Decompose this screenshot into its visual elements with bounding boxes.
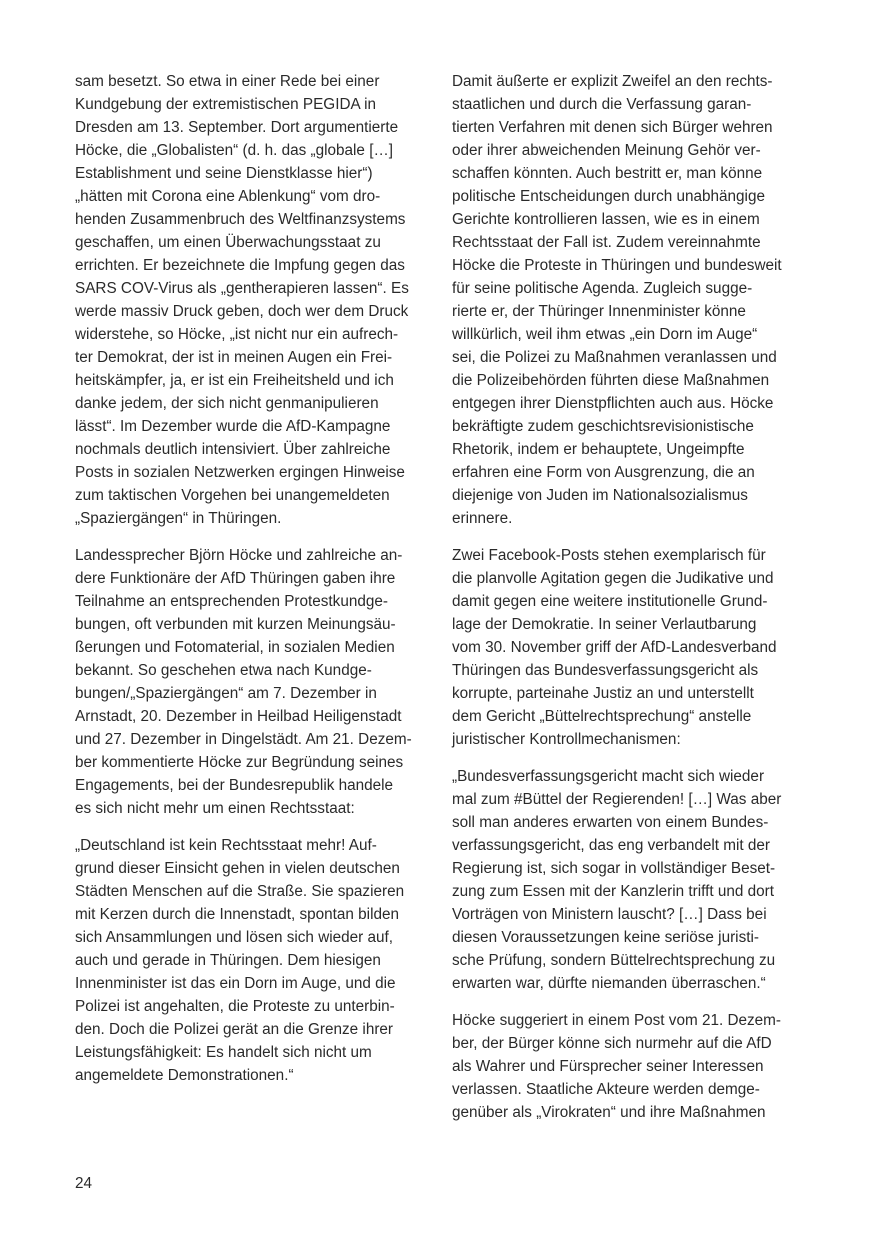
- text-line: henden Zusammenbruch des Weltfinanzsystems: [75, 211, 406, 228]
- text-line: geschaffen, um einen Überwachungsstaat zu: [75, 234, 381, 251]
- paragraph: [452, 70, 812, 530]
- text-line: juristischer Kontrollmechanismen:: [452, 731, 681, 748]
- text-line: errichten. Er bezeichnete die Impfung gegen das: [75, 257, 405, 274]
- text-line: „Bundesverfassungsgericht macht sich wieder: [452, 768, 765, 785]
- text-line: widerstehe, so Höcke, „ist nicht nur ein aufrech-: [75, 326, 399, 343]
- text-line: Rhetorik, indem er behauptete, Ungeimpfte: [452, 441, 745, 458]
- paragraph: [75, 834, 435, 1087]
- text-line: verfassungsgericht, das eng verbandelt mit der: [452, 837, 771, 854]
- text-line: Vorträgen von Ministern lauscht? […] Dass bei: [452, 906, 767, 923]
- text-line: Städten Menschen auf die Straße. Sie spazieren: [75, 883, 405, 900]
- text-line: und 27. Dezember in Dingelstädt. Am 21. Dezem-: [75, 731, 412, 748]
- text-line: rierte er, der Thüringer Innenminister könne: [452, 303, 746, 320]
- text-line: die Polizeibehörden führten diese Maßnahmen: [452, 372, 770, 389]
- paragraph-gap: [75, 530, 435, 544]
- text-line: zung zum Essen mit der Kanzlerin trifft und dort: [452, 883, 774, 900]
- paragraph-gap: [452, 751, 812, 765]
- text-line: „hätten mit Corona eine Ablenkung“ vom dro-: [75, 188, 381, 205]
- text-line: Landessprecher Björn Höcke und zahlreiche an-: [75, 547, 403, 564]
- text-line: auch und gerade in Thüringen. Dem hiesigen: [75, 952, 381, 969]
- text-line: Posts in sozialen Netzwerken ergingen Hinweise: [75, 464, 405, 481]
- text-line: lässt“. Im Dezember wurde die AfD-Kampagne: [75, 418, 391, 435]
- paragraph: [75, 544, 435, 820]
- text-line: Höcke suggeriert in einem Post vom 21. Dezem-: [452, 1012, 782, 1029]
- text-line: ßerungen und Fotomaterial, in sozialen Medien: [75, 639, 395, 656]
- text-line: bekräftigte zudem geschichtsrevisionistische: [452, 418, 754, 435]
- right-column: [452, 70, 812, 1124]
- text-line: damit gegen eine weitere institutionelle Grund-: [452, 593, 768, 610]
- text-line: Höcke, die „Globalisten“ (d. h. das „globale […]: [75, 142, 393, 159]
- text-line: dem Gericht „Büttelrechtsprechung“ anstelle: [452, 708, 752, 725]
- text-line: Establishment und seine Dienstklasse hier“): [75, 165, 373, 182]
- text-line: entgegen ihrer Dienstpflichten auch aus. Höcke: [452, 395, 774, 412]
- text-line: Leistungsfähigkeit: Es handelt sich nicht um: [75, 1044, 372, 1061]
- text-line: Höcke die Proteste in Thüringen und bundesweit: [452, 257, 782, 274]
- text-line: schaffen könnten. Auch bestritt er, man könne: [452, 165, 763, 182]
- text-line: Regierung ist, sich sogar in vollständiger Beset-: [452, 860, 776, 877]
- text-line: ber, der Bürger könne sich nurmehr auf die AfD: [452, 1035, 772, 1052]
- text-line: Innenminister ist das ein Dorn im Auge, und die: [75, 975, 396, 992]
- text-line: sam besetzt. So etwa in einer Rede bei einer: [75, 73, 380, 90]
- text-line: Damit äußerte er explizit Zweifel an den rechts-: [452, 73, 773, 90]
- text-line: sche Prüfung, sondern Büttelrechtsprechung zu: [452, 952, 776, 969]
- text-line: tierten Verfahren mit denen sich Bürger wehren: [452, 119, 773, 136]
- paragraph: [452, 544, 812, 751]
- text-line: die planvolle Agitation gegen die Judikative und: [452, 570, 774, 587]
- text-line: danke jedem, der sich nicht genmanipulieren: [75, 395, 379, 412]
- text-line: verlassen. Staatliche Akteure werden demge-: [452, 1081, 760, 1098]
- text-line: nochmals deutlich intensiviert. Über zahlreiche: [75, 441, 391, 458]
- text-line: Zwei Facebook-Posts stehen exemplarisch für: [452, 547, 766, 564]
- text-line: Polizei ist angehalten, die Proteste zu unterbin-: [75, 998, 395, 1015]
- text-line: zum taktischen Vorgehen bei unangemeldeten: [75, 487, 390, 504]
- text-line: angemeldete Demonstrationen.“: [75, 1067, 294, 1084]
- text-line: mal zum #Büttel der Regierenden! […] Was aber: [452, 791, 782, 808]
- paragraph-gap: [452, 995, 812, 1009]
- text-line: oder ihrer abweichenden Meinung Gehör ver-: [452, 142, 761, 159]
- paragraph: [452, 1009, 812, 1124]
- text-line: Thüringen das Bundesverfassungsgericht als: [452, 662, 759, 679]
- text-line: Engagements, bei der Bundesrepublik handele: [75, 777, 394, 794]
- text-line: sich Ansammlungen und lösen sich wieder auf,: [75, 929, 394, 946]
- text-line: SARS COV-Virus als „gentherapieren lassen“. Es: [75, 280, 409, 297]
- text-line: erwarten war, dürfte niemanden überraschen.“: [452, 975, 766, 992]
- text-line: staatlichen und durch die Verfassung garan-: [452, 96, 752, 113]
- text-line: bungen/„Spaziergängen“ am 7. Dezember in: [75, 685, 377, 702]
- text-line: mit Kerzen durch die Innenstadt, spontan bilden: [75, 906, 399, 923]
- text-line: lage der Demokratie. In seiner Verlautbarung: [452, 616, 757, 633]
- text-line: Teilnahme an entsprechenden Protestkundge-: [75, 593, 388, 610]
- text-line: als Wahrer und Fürsprecher seiner Interessen: [452, 1058, 764, 1075]
- text-line: bekannt. So geschehen etwa nach Kundge-: [75, 662, 372, 679]
- text-line: für seine politische Agenda. Zugleich sugge-: [452, 280, 753, 297]
- paragraph-gap: [452, 530, 812, 544]
- left-column: [75, 70, 435, 1087]
- text-line: vom 30. November griff der AfD-Landesverband: [452, 639, 777, 656]
- text-line: Gerichte kontrollieren lassen, wie es in einem: [452, 211, 760, 228]
- text-line: diesen Voraussetzungen keine seriöse juristi-: [452, 929, 759, 946]
- text-line: dere Funktionäre der AfD Thüringen gaben ihre: [75, 570, 396, 587]
- paragraph: [75, 70, 435, 530]
- text-line: willkürlich, weil ihm etwas „ein Dorn im Auge“: [452, 326, 758, 343]
- text-line: werde massiv Druck geben, doch wer dem Druck: [75, 303, 409, 320]
- text-line: es sich nicht mehr um einen Rechtsstaat:: [75, 800, 355, 817]
- text-line: soll man anderes erwarten von einem Bundes-: [452, 814, 769, 831]
- text-line: grund dieser Einsicht gehen in vielen deutschen: [75, 860, 400, 877]
- text-line: Kundgebung der extremistischen PEGIDA in: [75, 96, 377, 113]
- text-line: politische Entscheidungen durch unabhängige: [452, 188, 765, 205]
- page-number: 24: [75, 1175, 93, 1192]
- text-line: Dresden am 13. September. Dort argumentierte: [75, 119, 399, 136]
- text-line: diejenige von Juden im Nationalsozialismus: [452, 487, 748, 504]
- text-line: ber kommentierte Höcke zur Begründung seines: [75, 754, 404, 771]
- paragraph-gap: [75, 820, 435, 834]
- text-line: ter Demokrat, der ist in meinen Augen ein Frei-: [75, 349, 393, 366]
- text-line: den. Doch die Polizei gerät an die Grenze ihrer: [75, 1021, 394, 1038]
- text-line: „Spaziergängen“ in Thüringen.: [75, 510, 282, 527]
- text-line: korrupte, parteinahe Justiz an und unterstellt: [452, 685, 754, 702]
- text-line: sei, die Polizei zu Maßnahmen veranlassen und: [452, 349, 777, 366]
- text-line: genüber als „Virokraten“ und ihre Maßnahmen: [452, 1104, 766, 1121]
- paragraph: [452, 765, 812, 995]
- text-line: erfahren eine Form von Ausgrenzung, die an: [452, 464, 755, 481]
- text-line: „Deutschland ist kein Rechtsstaat mehr! Auf-: [75, 837, 377, 854]
- text-line: Arnstadt, 20. Dezember in Heilbad Heiligenstadt: [75, 708, 402, 725]
- text-line: Rechtsstaat der Fall ist. Zudem vereinnahmte: [452, 234, 761, 251]
- text-line: heitskämpfer, ja, er ist ein Freiheitsheld und ich: [75, 372, 394, 389]
- text-line: bungen, oft verbunden mit kurzen Meinungsäu-: [75, 616, 396, 633]
- text-line: erinnere.: [452, 510, 513, 527]
